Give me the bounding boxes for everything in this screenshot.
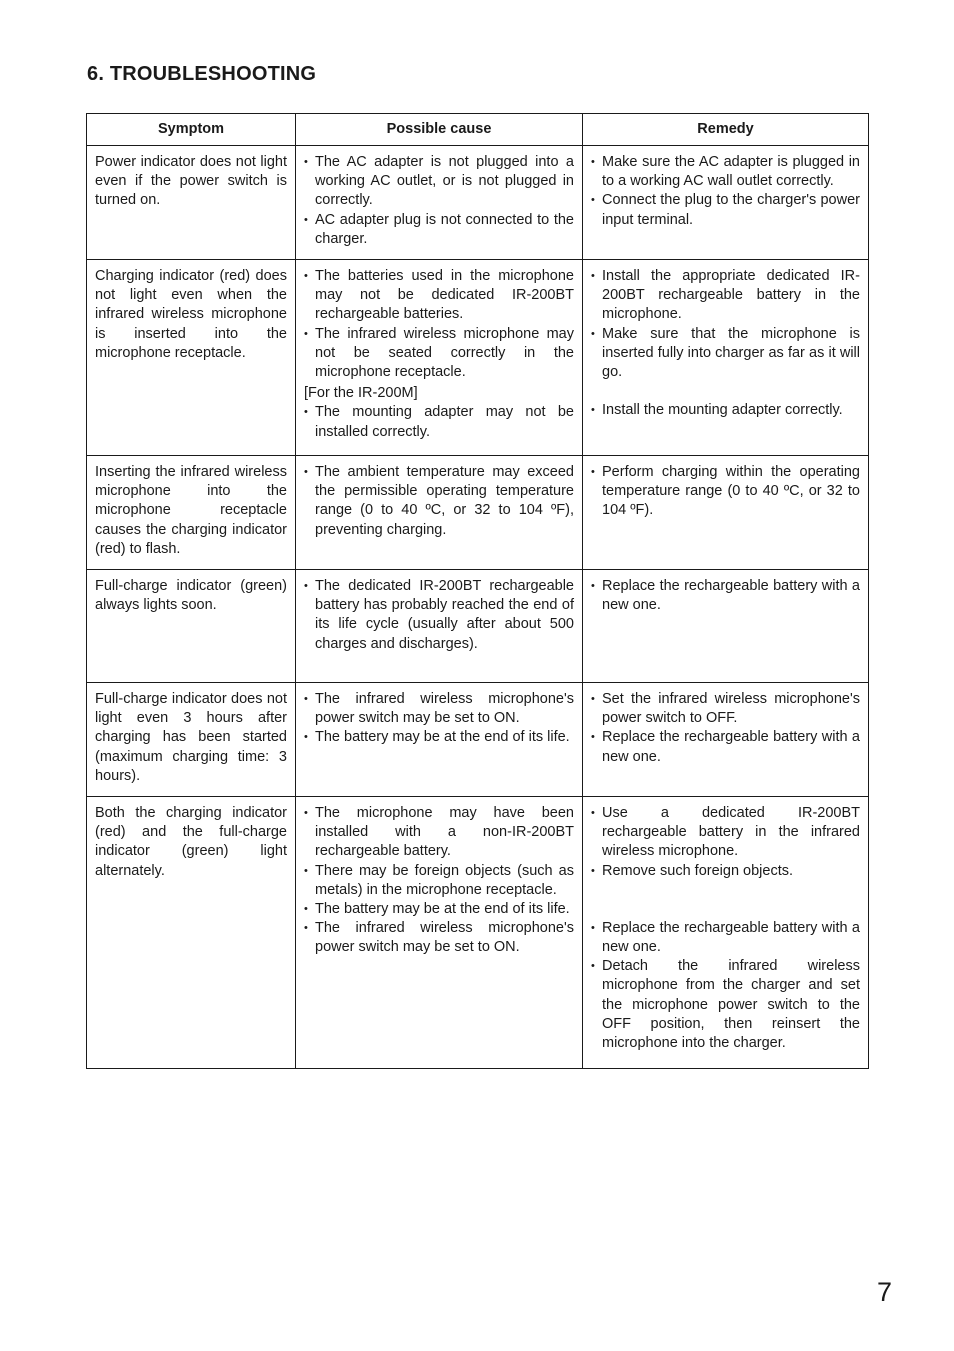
remedy-item: • Make sure that the microphone is inserted fully into charger as far as it will go. <box>591 325 860 383</box>
cause-item: • The infrared wireless microphone's power switch may be set to ON. <box>304 690 574 728</box>
cause-cell <box>296 456 583 570</box>
cause-item: • The AC adapter is not plugged into a working AC outlet, or is not plugged in correctly. <box>304 153 574 211</box>
remedy-item: • Remove such foreign objects. <box>591 862 860 881</box>
cause-item: • AC adapter plug is not connected to the charger. <box>304 211 574 249</box>
symptom-cell: Power indicator does not light even if the power switch is turned on. <box>87 146 296 260</box>
remedy-cell <box>583 683 869 797</box>
page-title: 6. TROUBLESHOOTING <box>87 63 317 85</box>
page-number: 7 <box>877 1277 893 1307</box>
cause-subheading: [For the IR-200M] <box>304 385 418 402</box>
cause-item: • The battery may be at the end of its life. <box>304 900 574 919</box>
remedy-item: • Replace the rechargeable battery with a new one. <box>591 728 860 766</box>
symptom-cell: Both the charging indicator (red) and the full-charge indicator (green) light alternately. <box>87 797 296 1069</box>
cause-item: • The infrared wireless microphone's power switch may be set to ON. <box>304 919 574 957</box>
table-row <box>87 797 869 1069</box>
cause-cell <box>296 797 583 1069</box>
remedy-item: • Detach the infrared wireless microphone from the charger and set the microphone power switch to the OFF position, then reinsert the microphone into the charger. <box>591 957 860 1053</box>
cause-cell <box>296 570 583 683</box>
symptom-cell: Full-charge indicator (green) always lights soon. <box>87 570 296 683</box>
table-row <box>87 146 869 260</box>
cause-item: • The ambient temperature may exceed the permissible operating temperature range (0 to 40 ºC, or 32 to 104 ºF), preventing charging. <box>304 463 574 540</box>
remedy-item: • Replace the rechargeable battery with a new one. <box>591 577 860 615</box>
cause-item: • There may be foreign objects (such as metals) in the microphone receptacle. <box>304 862 574 900</box>
remedy-item: • Make sure the AC adapter is plugged in to a working AC wall outlet correctly. <box>591 153 860 191</box>
header-remedy: Remedy <box>583 114 869 146</box>
cause-item: • The microphone may have been installed with a non-IR-200BT rechargeable battery. <box>304 804 574 862</box>
remedy-cell <box>583 146 869 260</box>
cause-item: • The dedicated IR-200BT rechargeable battery has probably reached the end of its life cycle (usually after about 500 charges and discharges). <box>304 577 574 654</box>
remedy-cell <box>583 456 869 570</box>
symptom-cell: Inserting the infrared wireless microphone into the microphone receptacle causes the charging indicator (red) to flash. <box>87 456 296 570</box>
remedy-cell <box>583 570 869 683</box>
header-symptom: Symptom <box>87 114 296 146</box>
remedy-item: • Perform charging within the operating temperature range (0 to 40 ºC, or 32 to 104 ºF). <box>591 463 860 521</box>
remedy-item: • Replace the rechargeable battery with a new one. <box>591 919 860 957</box>
remedy-item: • Use a dedicated IR-200BT rechargeable battery in the infrared wireless microphone. <box>591 804 860 862</box>
table-header-row <box>87 114 869 146</box>
cause-item: • The batteries used in the microphone may not be dedicated IR-200BT rechargeable batteries. <box>304 267 574 325</box>
table-row <box>87 260 869 456</box>
table-row <box>87 683 869 797</box>
cause-cell <box>296 260 583 456</box>
table-row <box>87 456 869 570</box>
cause-item: • The infrared wireless microphone may not be seated correctly in the microphone receptacle. <box>304 325 574 383</box>
table-row <box>87 570 869 683</box>
symptom-cell: Full-charge indicator does not light even 3 hours after charging has been started (maximum charging time: 3 hours). <box>87 683 296 797</box>
cause-item: • The battery may be at the end of its life. <box>304 728 574 747</box>
remedy-item: • Install the mounting adapter correctly. <box>591 401 860 420</box>
remedy-cell <box>583 797 869 1069</box>
remedy-item: • Set the infrared wireless microphone's power switch to OFF. <box>591 690 860 728</box>
remedy-cell <box>583 260 869 456</box>
remedy-item: • Install the appropriate dedicated IR-200BT rechargeable battery in the microphone. <box>591 267 860 325</box>
cause-cell <box>296 146 583 260</box>
cause-cell <box>296 683 583 797</box>
header-possible-cause: Possible cause <box>296 114 583 146</box>
cause-item: • The mounting adapter may not be installed correctly. <box>304 403 574 441</box>
symptom-cell: Charging indicator (red) does not light even when the infrared wireless microphone is inserted into the microphone receptacle. <box>87 260 296 456</box>
remedy-item: • Connect the plug to the charger's power input terminal. <box>591 191 860 229</box>
troubleshooting-table <box>86 113 869 1069</box>
